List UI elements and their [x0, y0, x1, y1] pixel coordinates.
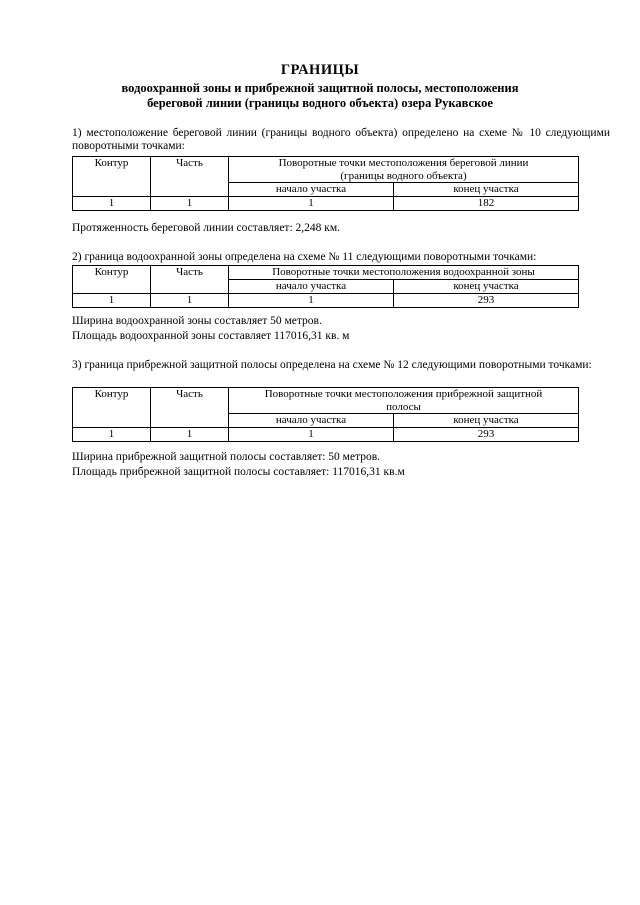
section1-header-part: Часть — [151, 157, 229, 197]
section1-table — [72, 156, 579, 211]
table-row — [73, 293, 579, 307]
section3-intro: 3) граница прибрежной защитной полосы определена на схеме № 12 следующими поворотными точками: — [72, 359, 592, 371]
section1-note-length: Протяженность береговой линии составляет: 2,248 км. — [72, 222, 341, 234]
section3-cell-start: 1 — [229, 428, 394, 442]
section2-table — [72, 265, 579, 308]
section3-header-start: начало участка — [229, 414, 394, 428]
section1-cell-contour: 1 — [73, 197, 151, 211]
section3-cell-end: 293 — [394, 428, 579, 442]
section1-cell-start: 1 — [229, 197, 394, 211]
section3-header-points: Поворотные точки местоположения прибрежной защитной полосы — [229, 388, 579, 414]
section1-header-start: начало участка — [229, 183, 394, 197]
section1-header-points: Поворотные точки местоположения береговой линии (границы водного объекта) — [229, 157, 579, 183]
section2-cell-contour: 1 — [73, 293, 151, 307]
section1-header-end: конец участка — [394, 183, 579, 197]
section3-header-part: Часть — [151, 388, 229, 428]
section2-note-width: Ширина водоохранной зоны составляет 50 метров. — [72, 315, 322, 327]
section2-cell-end: 293 — [394, 293, 579, 307]
section3-table — [72, 387, 579, 442]
section2-header-contour: Контур — [73, 266, 151, 294]
section3-cell-part: 1 — [151, 428, 229, 442]
document-subtitle-line-2: береговой линии (границы водного объекта) озера Рукавское — [147, 96, 493, 110]
document-subtitle-line-1: водоохранной зоны и прибрежной защитной полосы, местоположения — [121, 81, 519, 95]
table-row — [73, 428, 579, 442]
section3-cell-contour: 1 — [73, 428, 151, 442]
section1-cell-end: 182 — [394, 197, 579, 211]
section2-cell-start: 1 — [229, 293, 394, 307]
section2-cell-part: 1 — [151, 293, 229, 307]
section2-header-start: начало участка — [229, 279, 394, 293]
section1-intro: 1) местоположение береговой линии (границы водного объекта) определено на схеме № 10 следующими поворотными точками: — [72, 127, 610, 152]
section3-note-width: Ширина прибрежной защитной полосы составляет: 50 метров. — [72, 451, 381, 463]
section1-cell-part: 1 — [151, 197, 229, 211]
section2-intro: 2) граница водоохранной зоны определена на схеме № 11 следующими поворотными точками: — [72, 251, 537, 263]
section3-header-end: конец участка — [394, 414, 579, 428]
section2-header-end: конец участка — [394, 279, 579, 293]
section2-header-part: Часть — [151, 266, 229, 294]
section3-header-contour: Контур — [73, 388, 151, 428]
section3-note-area: Площадь прибрежной защитной полосы составляет: 117016,31 кв.м — [72, 466, 405, 478]
section1-header-contour: Контур — [73, 157, 151, 197]
section2-note-area: Площадь водоохранной зоны составляет 117016,31 кв. м — [72, 330, 350, 342]
document-title: ГРАНИЦЫ — [280, 62, 360, 78]
table-row — [73, 197, 579, 211]
section2-header-points: Поворотные точки местоположения водоохранной зоны — [229, 266, 579, 280]
